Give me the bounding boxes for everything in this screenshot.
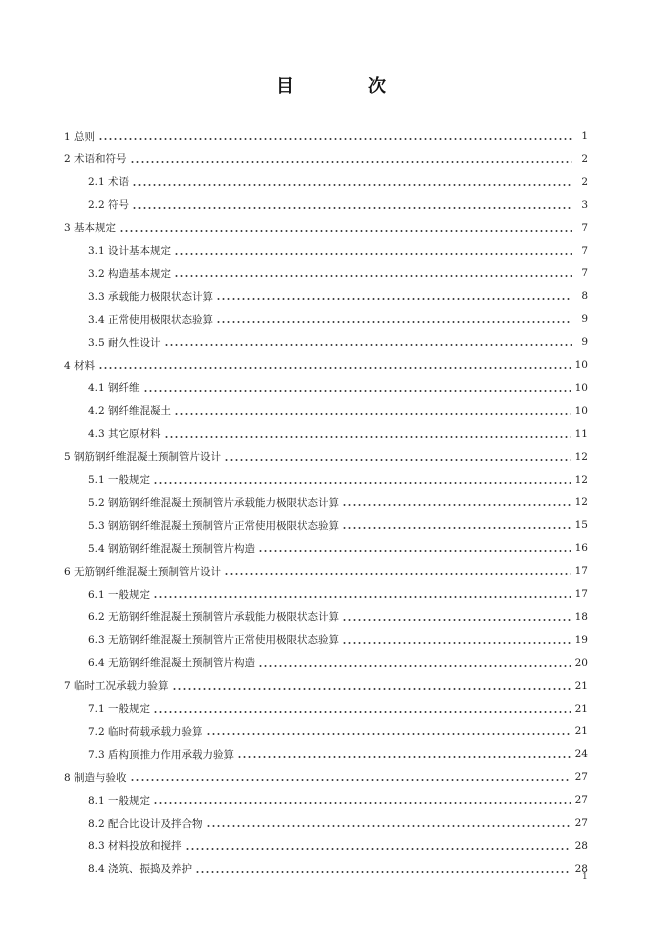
- toc-entry-label: 3 基本规定: [64, 222, 117, 235]
- toc-entry[interactable]: [88, 700, 588, 718]
- toc-entry-page: 10: [574, 381, 588, 394]
- toc-entry[interactable]: [64, 768, 588, 786]
- dot-leader: [342, 503, 571, 507]
- toc-entry-page: 1: [581, 130, 588, 142]
- toc-entry[interactable]: [88, 654, 588, 672]
- toc-entry[interactable]: [88, 745, 588, 763]
- toc-entry[interactable]: [88, 333, 588, 351]
- toc-entry-page: 2: [581, 152, 588, 165]
- toc-entry-label: 2.2 符号: [88, 199, 130, 212]
- toc-entry-page: 7: [581, 267, 588, 280]
- toc-entry-label: 8 制造与验收: [64, 771, 127, 784]
- toc-entry[interactable]: [88, 539, 588, 557]
- toc-entry-page: 17: [574, 588, 588, 600]
- toc-entry[interactable]: [88, 493, 588, 511]
- toc-entry-page: 9: [581, 336, 588, 349]
- toc-entry[interactable]: [88, 722, 588, 740]
- toc-entry-page: 17: [574, 565, 588, 578]
- toc-entry-page: 12: [574, 473, 588, 486]
- dot-leader: [206, 824, 571, 828]
- toc-entry-label: 2.1 术语: [88, 176, 130, 189]
- toc-entry-label: 2 术语和符号: [64, 153, 127, 166]
- toc-entry-label: 3.5 耐久性设计: [88, 336, 161, 349]
- toc-entry-label: 6 无筋钢纤维混凝土预制管片设计: [64, 565, 222, 578]
- dot-leader: [98, 137, 572, 141]
- dot-leader: [206, 732, 571, 736]
- toc-entry-label: 4.3 其它原材料: [88, 428, 161, 441]
- toc-entry-page: 12: [574, 496, 588, 509]
- toc-entry[interactable]: [88, 310, 588, 328]
- toc-entry-page: 2: [581, 175, 588, 188]
- dot-leader: [143, 389, 571, 393]
- page-title: 目 次: [276, 76, 414, 97]
- dot-leader: [185, 847, 571, 851]
- toc-entry[interactable]: [88, 631, 588, 649]
- toc-entry-page: 12: [574, 450, 588, 463]
- toc-entry-page: 28: [574, 839, 588, 852]
- toc-entry-page: 10: [574, 359, 588, 371]
- toc-entry-page: 21: [574, 725, 588, 738]
- toc-entry-label: 6.2 无筋钢纤维混凝土预制管片承载能力极限状态计算: [88, 611, 340, 624]
- dot-leader: [153, 801, 571, 805]
- toc-entry-label: 8.4 浇筑、振捣及养护: [88, 863, 193, 876]
- toc-entry-label: 7 临时工况承载力验算: [64, 680, 169, 693]
- toc-entry-label: 6.4 无筋钢纤维混凝土预制管片构造: [88, 657, 256, 670]
- dot-leader: [342, 618, 571, 622]
- toc-entry-label: 3.3 承载能力极限状态计算: [88, 290, 214, 303]
- toc-entry-label: 5.4 钢筋钢纤维混凝土预制管片构造: [88, 542, 256, 555]
- toc-entry-label: 8.2 配合比设计及拌合物: [88, 817, 203, 830]
- toc-entry[interactable]: [88, 837, 588, 855]
- toc-entry[interactable]: [88, 791, 588, 809]
- toc-entry-label: 3.2 构造基本规定: [88, 267, 172, 280]
- toc-entry-label: 7.2 临时荷载承载力验算: [88, 725, 203, 738]
- toc-entry[interactable]: [88, 242, 588, 260]
- dot-leader: [174, 274, 572, 278]
- toc-entry-label: 7.1 一般规定: [88, 703, 151, 715]
- toc-entry[interactable]: [88, 585, 588, 603]
- dot-leader: [130, 778, 571, 782]
- dot-leader: [172, 687, 571, 691]
- dot-leader: [130, 160, 572, 164]
- toc-entry-page: 27: [574, 817, 588, 829]
- toc-entry-page: 27: [574, 794, 588, 807]
- dot-leader: [237, 755, 571, 759]
- dot-leader: [164, 343, 572, 347]
- dot-leader: [258, 549, 571, 553]
- toc-entry-page: 9: [581, 313, 588, 326]
- toc-entry-label: 5.1 一般规定: [88, 474, 151, 486]
- toc-entry[interactable]: [88, 608, 588, 626]
- dot-leader: [195, 870, 571, 874]
- toc-entry-page: 27: [574, 771, 588, 784]
- dot-leader: [153, 595, 571, 599]
- toc-entry-label: 4.2 钢纤维混凝土: [88, 405, 172, 418]
- toc-entry[interactable]: [88, 516, 588, 534]
- toc-entry-page: 24: [574, 748, 588, 761]
- toc-entry[interactable]: [64, 127, 588, 145]
- toc-entry[interactable]: [64, 562, 588, 580]
- toc-entry[interactable]: [88, 264, 588, 282]
- dot-leader: [119, 229, 572, 233]
- toc-entry[interactable]: [64, 677, 588, 695]
- toc-entry-label: 3.1 设计基本规定: [88, 245, 172, 257]
- dot-leader: [132, 183, 572, 187]
- dot-leader: [164, 435, 571, 439]
- toc-entry-label: 6.1 一般规定: [88, 588, 151, 601]
- toc-entry-label: 8.1 一般规定: [88, 794, 151, 807]
- toc-entry-page: 21: [574, 679, 588, 692]
- toc-entry[interactable]: [64, 150, 588, 168]
- toc-entry[interactable]: [88, 471, 588, 489]
- toc-entry-label: 8.3 材料投放和搅拌: [88, 840, 182, 853]
- dot-leader: [174, 412, 571, 416]
- toc-entry[interactable]: [88, 196, 588, 214]
- toc-entry[interactable]: [64, 219, 588, 237]
- page-number: 1: [582, 872, 588, 882]
- toc-entry[interactable]: [88, 425, 588, 443]
- toc-entry[interactable]: [64, 448, 588, 466]
- toc-entry-label: 5.3 钢筋钢纤维混凝土预制管片正常使用极限状态验算: [88, 519, 340, 532]
- dot-leader: [224, 458, 571, 462]
- dot-leader: [216, 320, 572, 324]
- dot-leader: [174, 252, 572, 256]
- toc-entry[interactable]: [88, 860, 588, 878]
- toc-entry[interactable]: [88, 814, 588, 832]
- toc-entry-label: 5 钢筋钢纤维混凝土预制管片设计: [64, 451, 222, 464]
- toc-entry-label: 3.4 正常使用极限状态验算: [88, 313, 214, 326]
- toc-entry-label: 4.1 钢纤维: [88, 382, 140, 395]
- toc-entry-page: 28: [574, 862, 588, 875]
- dot-leader: [153, 481, 571, 485]
- toc-entry[interactable]: [88, 173, 588, 191]
- toc-entry-page: 3: [581, 198, 588, 211]
- toc-entry-label: 5.2 钢筋钢纤维混凝土预制管片承载能力极限状态计算: [88, 496, 340, 509]
- toc-entry-page: 16: [574, 542, 588, 555]
- toc-entry-page: 7: [581, 221, 588, 234]
- dot-leader: [216, 297, 572, 301]
- toc-entry-page: 15: [574, 519, 588, 532]
- toc-entry-page: 19: [574, 633, 588, 646]
- toc-entry[interactable]: [88, 287, 588, 305]
- toc-entry-page: 11: [574, 427, 588, 440]
- dot-leader: [342, 526, 571, 530]
- toc-entry-page: 18: [574, 610, 588, 623]
- toc-entry[interactable]: [88, 379, 588, 397]
- dot-leader: [258, 664, 571, 668]
- toc-entry-label: 4 材料: [64, 359, 96, 372]
- dot-leader: [98, 366, 571, 370]
- toc-entry-label: 6.3 无筋钢纤维混凝土预制管片正常使用极限状态验算: [88, 634, 340, 647]
- toc-entry-page: 10: [574, 404, 588, 417]
- toc-entry-label: 1 总则: [64, 130, 96, 143]
- dot-leader: [153, 710, 571, 714]
- dot-leader: [132, 206, 572, 210]
- toc-entry[interactable]: [64, 356, 588, 374]
- dot-leader: [342, 641, 571, 645]
- toc-entry[interactable]: [88, 402, 588, 420]
- toc-entry-page: 8: [581, 290, 588, 303]
- toc-entry-label: 7.3 盾构顶推力作用承载力验算: [88, 748, 235, 761]
- toc-entry-page: 7: [581, 244, 588, 257]
- toc-entry-page: 21: [574, 702, 588, 715]
- toc-entry-page: 20: [574, 656, 588, 669]
- dot-leader: [224, 572, 571, 576]
